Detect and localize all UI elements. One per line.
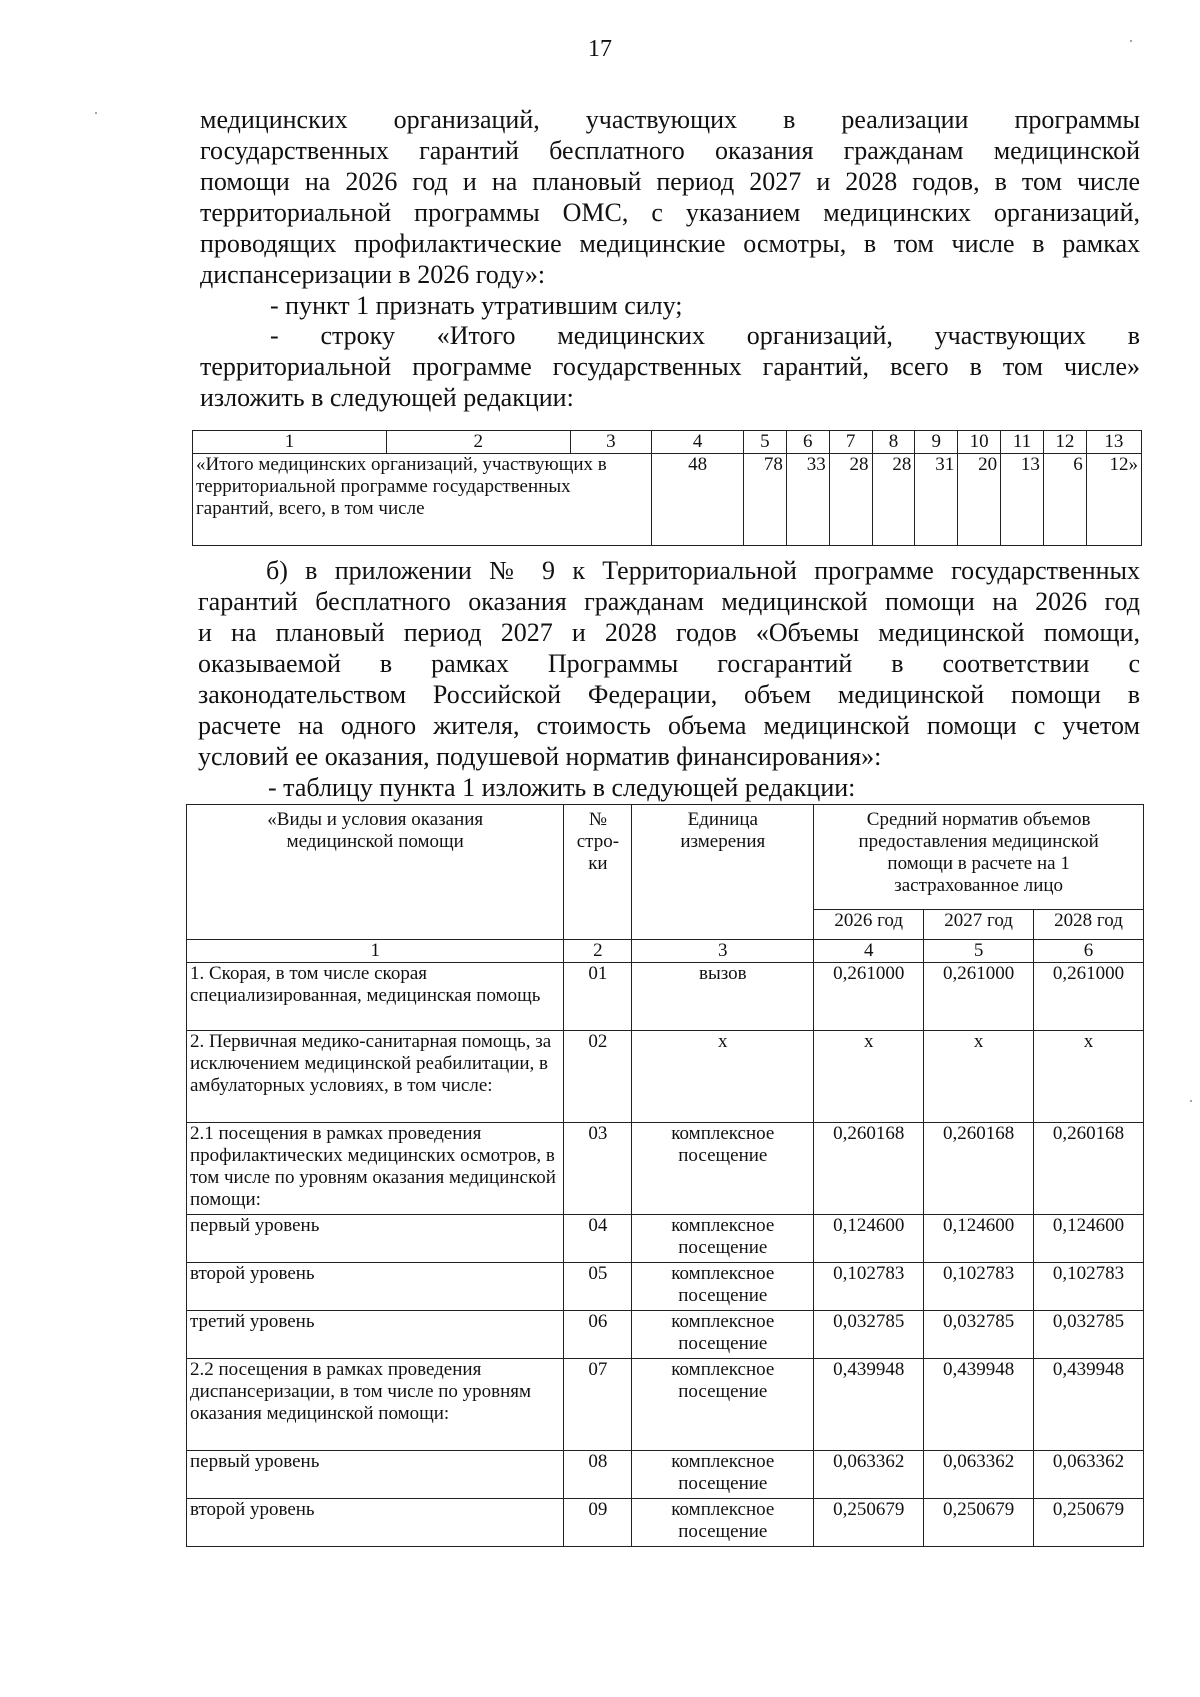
text-line: медицинских организаций, участвующих в реализации программы [200,105,1140,134]
table-row [187,1123,1144,1215]
table-row [187,1451,1144,1499]
col-number: 3 [632,940,814,963]
header-norm: Средний норматив объемов предоставления медицинской помощи в расчете на 1 застрахованное лицо [814,805,1144,910]
col-number: 3 [570,431,652,454]
value-2026: 0,439948 [814,1359,924,1451]
value-2026: 0,260168 [814,1123,924,1215]
row-name: 1. Скорая, в том числе скорая специализированная, медицинская помощь [187,963,564,1031]
col-number: 4 [814,940,924,963]
intro-paragraph [200,104,1140,290]
text-line: оказываемой в рамках Программы госгарантий в соответствии с [198,649,1140,678]
item-2 [200,320,1140,413]
row-number: 03 [564,1123,632,1215]
col-number: 1 [193,431,387,454]
value-2028: 0,261000 [1034,963,1144,1031]
row-name: первый уровень [187,1215,564,1263]
totals-cell: 28 [829,454,872,546]
text-line: проводящих профилактические медицинские осмотры, в том числе в рамках [200,229,1140,258]
col-number: 12 [1043,431,1086,454]
col-number: 2 [564,940,632,963]
item-1-text: - пункт 1 признать утратившим силу; [270,291,683,320]
row-unit: вызов [632,963,814,1031]
value-2027: 0,250679 [924,1499,1034,1547]
text-line: государственных гарантий бесплатного оказания гражданам медицинской [200,136,1140,165]
row-number: 05 [564,1263,632,1311]
totals-data-row [193,454,1142,546]
table-row [187,1215,1144,1263]
totals-cell: 28 [872,454,915,546]
header-unit: Единица измерения [632,805,814,940]
row-unit: комплексное посещение [632,1359,814,1451]
text-line: б) в приложении № 9 к Территориальной программе государственных [266,556,1140,585]
row-number: 04 [564,1215,632,1263]
value-2028: 0,032785 [1034,1311,1144,1359]
norms-colnum-row [187,940,1144,963]
norms-table [186,804,1144,1547]
page-number: 17 [588,36,612,62]
item-1 [270,290,683,321]
totals-cell: 13 [1001,454,1044,546]
header-year: 2026 год [814,910,924,940]
text-line: помощи на 2026 год и на плановый период 2027 и 2028 годов, в том числе [200,167,1140,196]
table-row [187,963,1144,1031]
col-number: 5 [744,431,787,454]
row-name: 2.1 посещения в рамках проведения профилактических медицинских осмотров, в том числе по уровням оказания медицинской помощи: [187,1123,564,1215]
row-unit: комплексное посещение [632,1311,814,1359]
text-line: - строку «Итого медицинских организаций, участвующих в [270,321,1140,350]
section-b-item [268,772,855,803]
row-number: 09 [564,1499,632,1547]
scan-speck [95,112,97,114]
col-number: 11 [1001,431,1044,454]
value-2027: 0,032785 [924,1311,1034,1359]
header-year: 2027 год [924,910,1034,940]
totals-cell: 48 [652,454,744,546]
section-b-paragraph [198,555,1140,772]
totals-cell: 12» [1086,454,1141,546]
value-2026: 0,250679 [814,1499,924,1547]
value-2028: 0,439948 [1034,1359,1144,1451]
text-line: территориальной программе государственных гарантий, всего в том числе» [200,352,1140,381]
col-number: 7 [829,431,872,454]
totals-cell: 78 [744,454,787,546]
value-2028: 0,250679 [1034,1499,1144,1547]
row-name: 2.2 посещения в рамках проведения диспансеризации, в том числе по уровням оказания медицинской помощи: [187,1359,564,1451]
value-2028: 0,063362 [1034,1451,1144,1499]
norms-header-row [187,805,1144,910]
text-line: условий ее оказания, подушевой норматив финансирования»: [198,742,882,771]
table-row [187,1311,1144,1359]
row-number: 01 [564,963,632,1031]
text-line: и на плановый период 2027 и 2028 годов «Объемы медицинской помощи, [198,618,1140,647]
value-2027: 0,063362 [924,1451,1034,1499]
row-number: 08 [564,1451,632,1499]
value-2028: 0,102783 [1034,1263,1144,1311]
text-line: расчете на одного жителя, стоимость объема медицинской помощи с учетом [198,711,1140,740]
header-year: 2028 год [1034,910,1144,940]
text-line: территориальной программы ОМС, с указанием медицинских организаций, [200,198,1140,227]
col-number: 5 [924,940,1034,963]
col-number: 6 [1034,940,1144,963]
value-2027: 0,260168 [924,1123,1034,1215]
value-2026: 0,124600 [814,1215,924,1263]
scan-speck [1130,40,1132,42]
section-b-item-text: - таблицу пункта 1 изложить в следующей редакции: [268,773,856,802]
value-2028: 0,124600 [1034,1215,1144,1263]
row-unit: комплексное посещение [632,1123,814,1215]
value-2026: 0,261000 [814,963,924,1031]
row-unit: комплексное посещение [632,1215,814,1263]
table-row [187,1031,1144,1123]
totals-cell: 33 [786,454,829,546]
value-2027: 0,261000 [924,963,1034,1031]
row-name: второй уровень [187,1263,564,1311]
value-2026: 0,063362 [814,1451,924,1499]
value-2026: 0,032785 [814,1311,924,1359]
col-number: 1 [187,940,564,963]
totals-cell: 20 [958,454,1001,546]
header-row-number: № стро-ки [564,805,632,940]
totals-table [192,430,1142,546]
row-unit: комплексное посещение [632,1451,814,1499]
scan-speck [1190,1100,1192,1102]
value-2027: 0,124600 [924,1215,1034,1263]
table-row [187,1359,1144,1451]
col-number: 4 [652,431,744,454]
col-number: 9 [915,431,958,454]
row-unit: комплексное посещение [632,1263,814,1311]
row-unit: х [632,1031,814,1123]
row-number: 02 [564,1031,632,1123]
header-kind: «Виды и условия оказания медицинской помощи [187,805,564,940]
row-name: второй уровень [187,1499,564,1547]
totals-cell: 31 [915,454,958,546]
value-2027: х [924,1031,1034,1123]
text-line: законодательством Российской Федерации, объем медицинской помощи в [198,680,1140,709]
totals-row-label: «Итого медицинских организаций, участвующих в территориальной программе государственных гарантий, всего, в том числе [193,454,652,546]
value-2027: 0,439948 [924,1359,1034,1451]
value-2028: 0,260168 [1034,1123,1144,1215]
col-number: 6 [786,431,829,454]
table-row [187,1499,1144,1547]
value-2026: 0,102783 [814,1263,924,1311]
totals-cell: 6 [1043,454,1086,546]
row-name: первый уровень [187,1451,564,1499]
totals-header-row [193,431,1142,454]
row-name: третий уровень [187,1311,564,1359]
text-line: изложить в следующей редакции: [200,383,574,412]
col-number: 2 [386,431,570,454]
row-name: 2. Первичная медико-санитарная помощь, за исключением медицинской реабилитации, в амбулаторных условиях, в том числе: [187,1031,564,1123]
col-number: 10 [958,431,1001,454]
row-number: 06 [564,1311,632,1359]
table-row [187,1263,1144,1311]
text-line: диспансеризации в 2026 году»: [200,260,546,289]
text-line: гарантий бесплатного оказания гражданам медицинской помощи на 2026 год [198,587,1140,616]
col-number: 13 [1086,431,1141,454]
value-2028: х [1034,1031,1144,1123]
col-number: 8 [872,431,915,454]
value-2027: 0,102783 [924,1263,1034,1311]
row-unit: комплексное посещение [632,1499,814,1547]
value-2026: х [814,1031,924,1123]
row-number: 07 [564,1359,632,1451]
